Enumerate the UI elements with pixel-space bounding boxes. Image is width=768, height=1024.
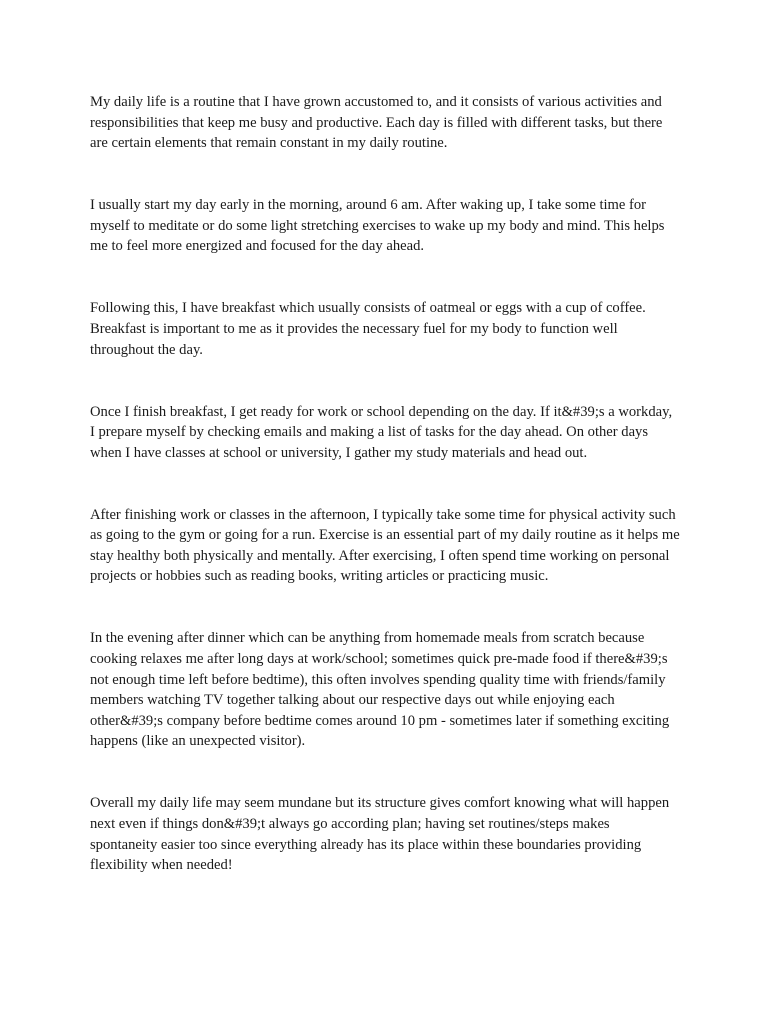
paragraph-work-school: Once I finish breakfast, I get ready for work or school depending on the day. If it&#39;s a workday, I prepare myself by checking emails and making a list of tasks for the day ahead. On other days when I have classes at school or university, I gather my study materials and head out. (90, 403, 673, 461)
paragraph-breakfast: Following this, I have breakfast which usually consists of oatmeal or eggs with a cup of coffee. Breakfast is important to me as it provides the necessary fuel for my body to function well throughout the day. (90, 300, 646, 358)
paragraph-intro: My daily life is a routine that I have grown accustomed to, and it consists of various activities and responsibilities that keep me busy and productive. Each day is filled with different tasks, but there are certain elements that remain constant in my daily routine. (90, 94, 663, 152)
paragraph-evening: In the evening after dinner which can be anything from homemade meals from scratch because cooking relaxes me after long days at work/school; sometimes quick pre-made food if there&#39;s not enough time left before bedtime), this often involves spending quality time with friends/family members watching TV together talking about our respective days out while enjoying each other&#39;s company before bedtime comes around 10 pm - sometimes later if something exciting happens (like an unexpected visitor). (90, 630, 670, 750)
paragraph-conclusion: Overall my daily life may seem mundane but its structure gives comfort knowing what will happen next even if things don&#39;t always go according plan; having set routines/steps makes spontaneity easier too since everything already has its place within these boundaries providing flexibility when needed! (90, 795, 670, 874)
paragraph-afternoon: After finishing work or classes in the afternoon, I typically take some time for physical activity such as going to the gym or going for a run. Exercise is an essential part of my daily routine as it helps me stay healthy both physically and mentally. After exercising, I often spend time working on personal projects or hobbies such as reading books, writing articles or practicing music. (90, 506, 680, 585)
paragraph-morning: I usually start my day early in the morning, around 6 am. After waking up, I take some time for myself to meditate or do some light stretching exercises to wake up my body and mind. This helps me to feel more energized and focused for the day ahead. (90, 197, 665, 255)
